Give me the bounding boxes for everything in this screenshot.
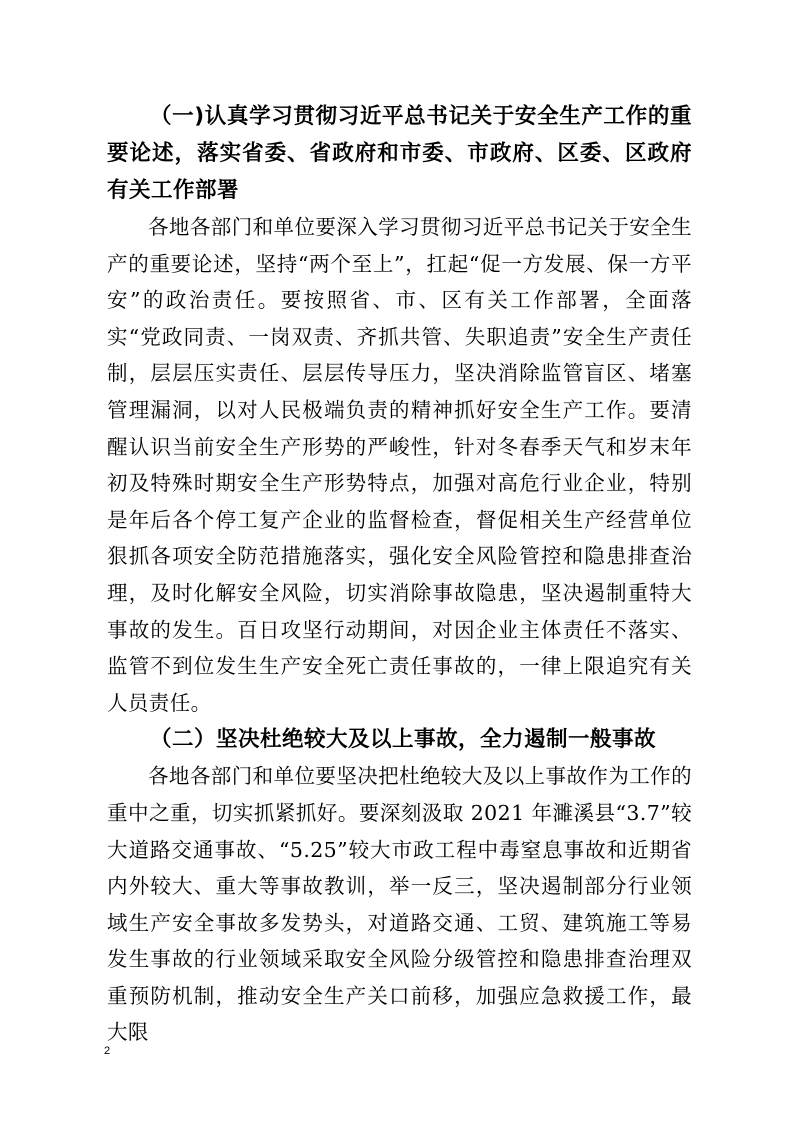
document-body: [107, 98, 692, 1051]
section-1-heading: （一)认真学习贯彻习近平总书记关于安全生产工作的重要论述，落实省委、省政府和市委、市政府、区委、区政府有关工作部署: [107, 104, 692, 203]
page-number: 2: [104, 1045, 111, 1057]
section-2-heading: （二）坚决杜绝较大及以上事故，全力遏制一般事故: [150, 727, 657, 753]
section-1-paragraph: 各地各部门和单位要深入学习贯彻习近平总书记关于安全生产的重要论述，坚持“两个至上”，扛起“促一方发展、保一方平安”的政治责任。要按照省、市、区有关工作部署，全面落实“党政同责、一岗双责、齐抓共管、失职追责”安全生产责任制，层层压实责任、层层传导压力，坚决消除监管盲区、堵塞管理漏洞，以对人民极端负责的精神抓好安全生产工作。要清醒认识当前安全生产形势的严峻性，针对冬春季天气和岁末年初及特殊时期安全生产形势特点，加强对高危行业企业，特别是年后各个停工复产企业的监督检查，督促相关生产经营单位狠抓各项安全防范措施落实，强化安全风险管控和隐患排查治理，及时化解安全风险，切实消除事故隐患，坚决遏制重特大事故的发生。百日攻坚行动期间，对因企业主体责任不落实、监管不到位发生生产安全死亡责任事故的，一律上限追究有关人员责任。: [107, 215, 692, 715]
section-2-paragraph: 各地各部门和单位要坚决把杜绝较大及以上事故作为工作的重中之重，切实抓紧抓好。要深刻汲取 2021 年濉溪县“3.7”较大道路交通事故、“5.25”较大市政工程中毒窒息事故和近期省内外较大、重大等事故教训，举一反三，坚决遏制部分行业领域生产安全事故多发势头，对道路交通、工贸、建筑施工等易发生事故的行业领域采取安全风险分级管控和隐患排查治理双重预防机制，推动安全生产关口前移，加强应急救援工作，最大限: [107, 764, 692, 1045]
